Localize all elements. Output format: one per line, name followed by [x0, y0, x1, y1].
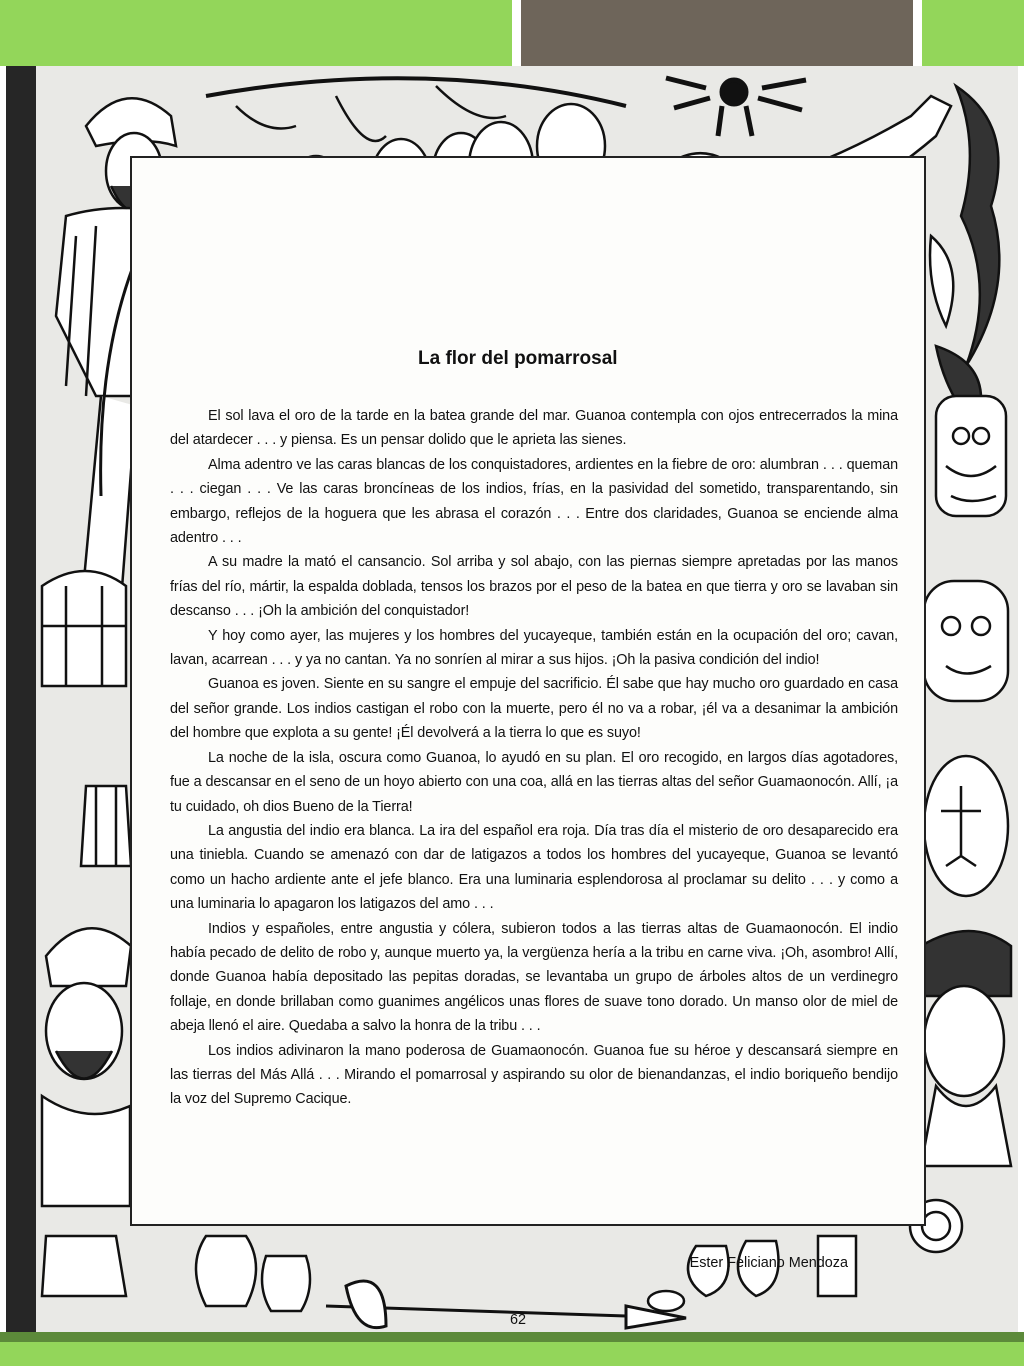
paragraph: A su madre la mató el cansancio. Sol arriba y sol abajo, con las piernas siempre apretadas por las manos frías del río, mártir, la espalda doblada, tensos los brazos por el peso de la batea en que tierra y oro se lavaban sin descanso . . . ¡Oh la ambición del conquistador! — [170, 554, 898, 620]
paragraph: Indios y españoles, entre angustia y cólera, subieron todos a las tierras altas de Guamaonocón. El indio había pecado de delito de robo y, aunque muerto ya, la vergüenza hería a la tribu en carne viva. ¡Oh, asombro! Allí, donde Guanoa había depositado las pepitas doradas, se levantaba un grupo de árboles altos de un verdinegro follaje, en donde brillaban como guanimes angélicos unas flores de suave tono dorado. Un manso olor de miel de abeja llenó el aire. Quedaba a salvo la honra de la tribu . . . — [170, 920, 898, 1035]
slide-top-band-right — [922, 0, 1024, 66]
paragraph: Los indios adivinaron la mano poderosa de Guamaonocón. Guanoa fue su héroe y descansará siempre en las tierras del Más Allá . . . Mirando el pomarrosal y aspirando su olor de bienandanzas, el indio boriqueño bendijo la voz del Supremo Cacique. — [170, 1042, 898, 1108]
paragraph: Y hoy como ayer, las mujeres y los hombres del yucayeque, también están en la ocupación del oro; cavan, lavan, acarrean . . . y ya no cantan. Ya no sonríen al mirar a sus hijos. ¡Oh la pasiva condición del indio! — [170, 627, 898, 669]
slide-bottom-band-dark — [0, 1332, 1024, 1342]
slide-top-dark-block — [521, 0, 913, 66]
paragraph: Guanoa es joven. Siente en su sangre el empuje del sacrificio. Él sabe que hay mucho oro guardado en casa del señor grande. Los indios castigan el robo con la muerte, pero él no va a robar, ¡él va a desanimar la ambición del hombre que explota a su gente! ¡Él devolverá a la tierra lo que es suyo! — [170, 676, 898, 742]
text-panel — [130, 156, 926, 1271]
story-body — [170, 404, 898, 1112]
slide-top-band-left — [0, 0, 512, 66]
page-number: 62 — [510, 1312, 527, 1328]
lantern — [81, 786, 131, 866]
author-signature: Ester Feliciano Mendoza — [689, 1255, 848, 1271]
slide-bottom-band — [0, 1342, 1024, 1366]
story-title: La flor del pomarrosal — [418, 348, 618, 369]
paragraph: La angustia del indio era blanca. La ira del español era roja. Día tras día el misterio de oro desaparecido era una tiniebla. Cuando se amenazó con dar de latigazos a todos los hombres del yucayeque, Guanoa se levantó como un hacho ardiente ante el jefe blanco. Era una luminaria esplendorosa al proclamar su delito . . . y como a una luminaria lo apagaron los latigazos del amo . . . — [170, 822, 898, 913]
paragraph: Alma adentro ve las caras blancas de los conquistadores, ardientes en la fiebre de oro: alumbran . . . queman . . . ciegan . . . Ve las caras broncíneas de los indios, frías, en la pasividad del sometido, transparentando, sin embargo, reflejos de la hoguera que les abrasa el corazón . . . Entre dos claridades, Guanoa se enciende alma adentro . . . — [170, 456, 898, 547]
taino-petroglyphs — [924, 396, 1008, 896]
paragraph: La noche de la isla, oscura como Guanoa, lo ayudó en su plan. El oro recogido, en largos días agotadores, fue a descansar en el seno de un hoyo abierto con una coa, allá en las tierras altas del señor Guamaonocón. Allí, ¡a tu cuidado, oh dios Bueno de la Tierra! — [170, 749, 898, 815]
scanned-page — [6, 66, 1018, 1332]
paragraph: El sol lava el oro de la tarde en la batea grande del mar. Guanoa contempla con ojos entrecerrados la mina del atardecer . . . y piensa. Es un pensar dolido que le aprieta las sienes. — [170, 408, 898, 449]
treasure-chest — [42, 571, 126, 686]
